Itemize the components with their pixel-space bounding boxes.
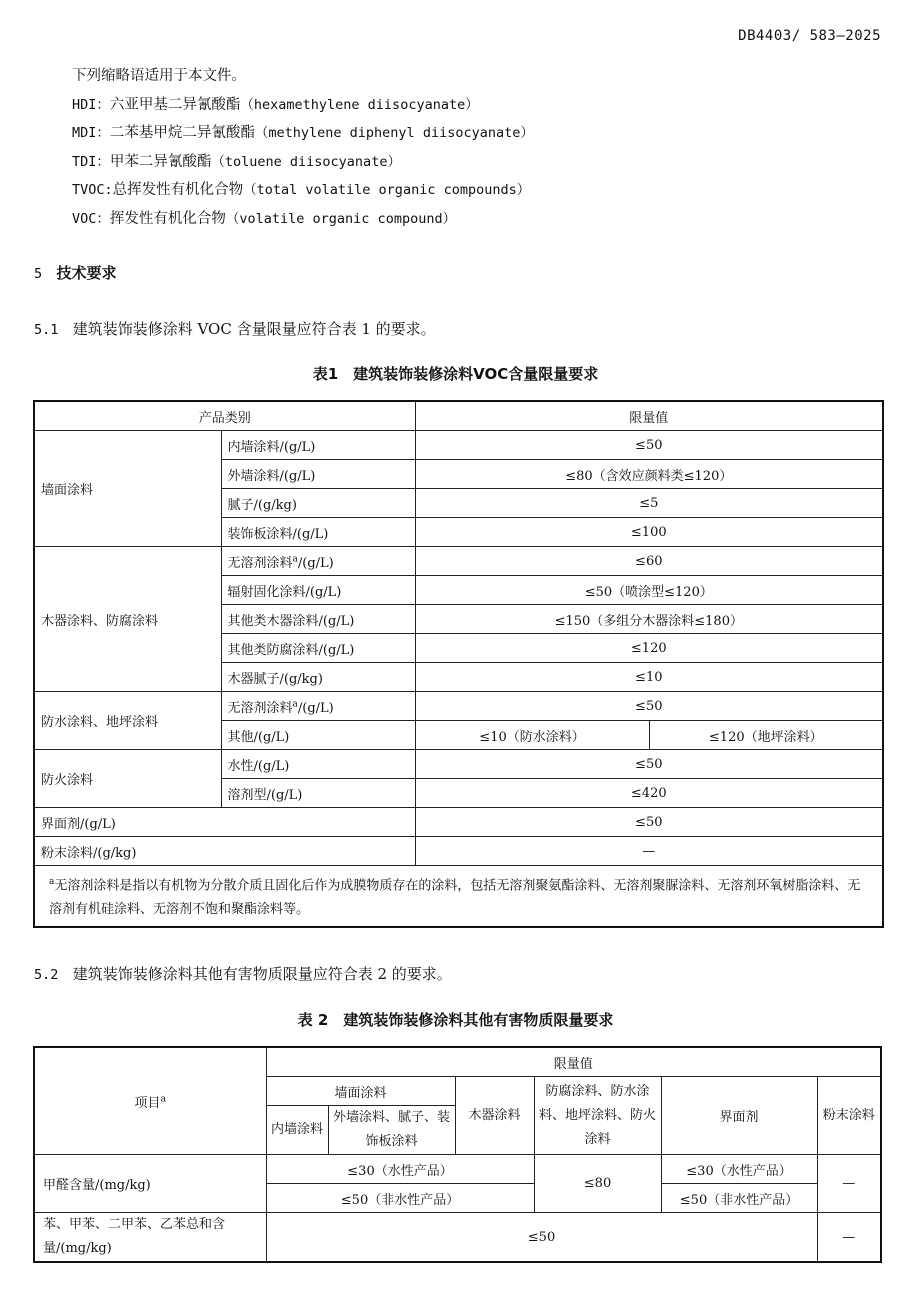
document-id: DB4403/ 583—2025 — [738, 28, 881, 44]
limit-cell: ≤60 — [415, 547, 883, 576]
header-limit: 限量值 — [266, 1047, 881, 1077]
header-interface: 界面剂 — [661, 1077, 817, 1155]
hazardous-substances-table — [33, 1046, 882, 1263]
table-row — [34, 431, 883, 460]
header-limit: 限量值 — [415, 401, 883, 431]
abbreviation-item: TVOC:总挥发性有机化合物（total volatile organic compounds） — [72, 182, 531, 198]
section-5-heading: 5 技术要求 — [34, 264, 117, 282]
item-cell: 粉末涂料/(g/kg) — [34, 837, 415, 866]
item-cell: 无溶剂涂料$^a$/(g/L) — [221, 692, 415, 721]
limit-cell: — — [817, 1155, 881, 1213]
item-cell: 辐射固化涂料/(g/L) — [221, 576, 415, 605]
item-cell: 内墙涂料/(g/L) — [221, 431, 415, 460]
header-item: 项目$^a$ — [34, 1047, 266, 1155]
limit-cell: ≤5 — [415, 489, 883, 518]
item-cell: 甲醛含量/(mg/kg) — [34, 1155, 266, 1213]
item-cell: 其他/(g/L) — [221, 721, 415, 750]
item-cell: 苯、甲苯、二甲苯、乙苯总和含量/(mg/kg) — [34, 1213, 266, 1263]
limit-cell: ≤50（非水性产品） — [661, 1184, 817, 1213]
limit-cell: ≤50 — [415, 808, 883, 837]
table-row — [34, 750, 883, 779]
group-fire: 防火涂料 — [34, 750, 221, 808]
clause-5-2: 5.2 建筑装饰装修涂料其他有害物质限量应符合表 2 的要求。 — [34, 965, 452, 983]
item-cell: 无溶剂涂料$^a$/(g/L) — [221, 547, 415, 576]
limit-cell: ≤120 — [415, 634, 883, 663]
limit-cell: ≤10（防水涂料） — [415, 721, 649, 750]
limit-cell: ≤50 — [266, 1213, 817, 1263]
abbreviations-intro: 下列缩略语适用于本文件。 — [72, 68, 246, 84]
limit-cell: ≤80（含效应颜料类≤120） — [415, 460, 883, 489]
table2-caption: 表 2 建筑装饰装修涂料其他有害物质限量要求 — [297, 1011, 614, 1029]
limit-cell: ≤420 — [415, 779, 883, 808]
abbreviation-item: VOC：挥发性有机化合物（volatile organic compound） — [72, 210, 457, 227]
limit-cell: ≤50 — [415, 750, 883, 779]
group-water: 防水涂料、地坪涂料 — [34, 692, 221, 750]
table-row — [34, 692, 883, 721]
limit-cell: ≤80 — [534, 1155, 661, 1213]
table-row — [34, 547, 883, 576]
item-cell: 装饰板涂料/(g/L) — [221, 518, 415, 547]
item-cell: 溶剂型/(g/L) — [221, 779, 415, 808]
clause-5-1: 5.1 建筑装饰装修涂料 VOC 含量限量应符合表 1 的要求。 — [34, 320, 436, 338]
header-exterior: 外墙涂料、腻子、装饰板涂料 — [328, 1106, 455, 1155]
table1-caption: 表1 建筑装饰装修涂料VOC含量限量要求 — [312, 365, 599, 383]
limit-cell: — — [415, 837, 883, 866]
item-cell: 木器腻子/(g/kg) — [221, 663, 415, 692]
limit-cell: ≤50 — [415, 692, 883, 721]
abbreviations-list — [72, 62, 534, 233]
table-row — [34, 1213, 881, 1263]
item-cell: 其他类防腐涂料/(g/L) — [221, 634, 415, 663]
voc-limits-table — [33, 400, 884, 928]
table1-note: $^a$无溶剂涂料是指以有机物为分散介质且固化后作为成膜物质存在的涂料，包括无溶剂聚氨酯涂料、无溶剂聚脲涂料、无溶剂环氧树脂涂料、无溶剂有机硅涂料、无溶剂不饱和聚酯涂料等。 — [34, 866, 883, 928]
limit-cell: ≤120（地坪涂料） — [649, 721, 883, 750]
limit-cell: ≤50（非水性产品） — [266, 1184, 534, 1213]
table-note-row — [34, 866, 883, 928]
header-wood: 木器涂料 — [455, 1077, 534, 1155]
group-wood: 木器涂料、防腐涂料 — [34, 547, 221, 692]
item-cell: 腻子/(g/kg) — [221, 489, 415, 518]
header-wall: 墙面涂料 — [266, 1077, 455, 1106]
table-row — [34, 1155, 881, 1184]
limit-cell: ≤50 — [415, 431, 883, 460]
abbreviation-item: TDI：甲苯二异氰酸酯（toluene diisocyanate） — [72, 153, 401, 170]
limit-cell: ≤10 — [415, 663, 883, 692]
limit-cell: ≤150（多组分木器涂料≤180） — [415, 605, 883, 634]
item-cell: 水性/(g/L) — [221, 750, 415, 779]
limit-cell: ≤50（喷涂型≤120） — [415, 576, 883, 605]
limit-cell: — — [817, 1213, 881, 1263]
table-row — [34, 837, 883, 866]
header-category: 产品类别 — [34, 401, 415, 431]
limit-cell: ≤100 — [415, 518, 883, 547]
group-wall: 墙面涂料 — [34, 431, 221, 547]
item-cell: 外墙涂料/(g/L) — [221, 460, 415, 489]
table-header-row — [34, 1047, 881, 1077]
limit-cell: ≤30（水性产品） — [661, 1155, 817, 1184]
item-cell: 其他类木器涂料/(g/L) — [221, 605, 415, 634]
table-row — [34, 808, 883, 837]
abbreviation-item: MDI：二苯基甲烷二异氰酸酯（methylene diphenyl diisocyanate） — [72, 125, 534, 141]
table-header-row — [34, 401, 883, 431]
limit-cell: ≤30（水性产品） — [266, 1155, 534, 1184]
header-interior: 内墙涂料 — [266, 1106, 328, 1155]
item-cell: 界面剂/(g/L) — [34, 808, 415, 837]
header-anticorr: 防腐涂料、防水涂料、地坪涂料、防火涂料 — [534, 1077, 661, 1155]
header-powder: 粉末涂料 — [817, 1077, 881, 1155]
abbreviation-item: HDI：六亚甲基二异氰酸酯（hexamethylene diisocyanate） — [72, 96, 479, 113]
